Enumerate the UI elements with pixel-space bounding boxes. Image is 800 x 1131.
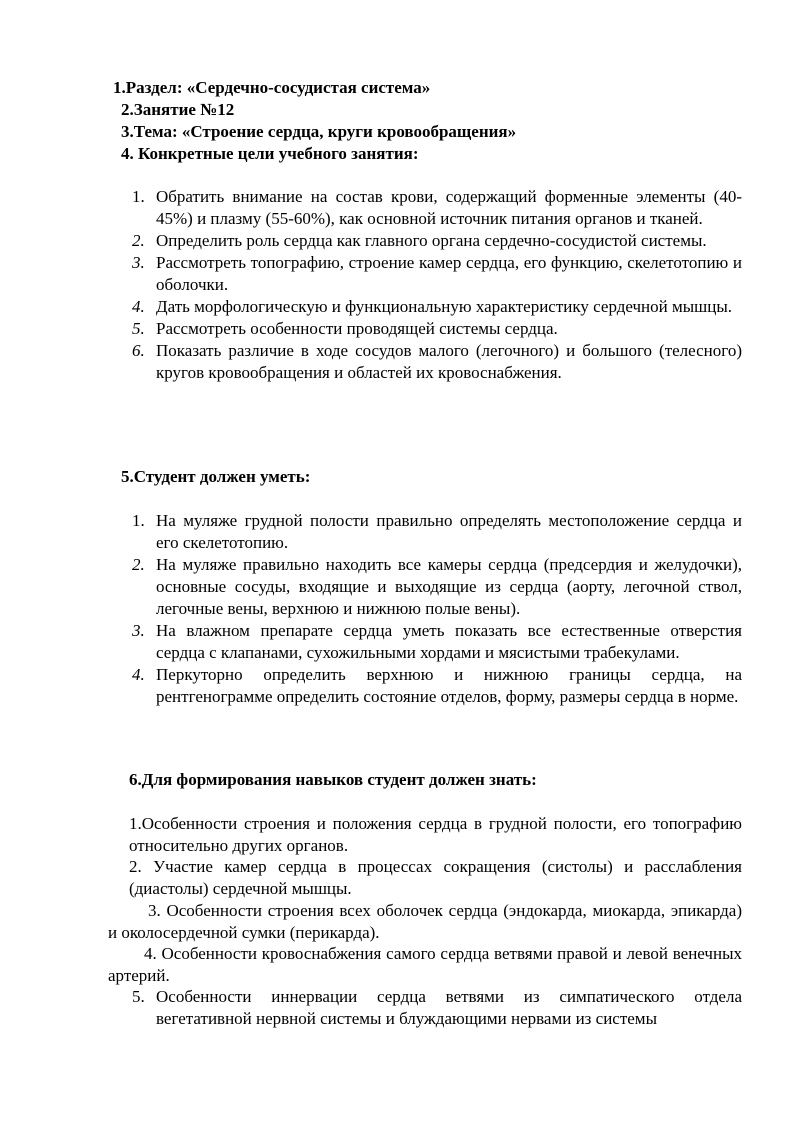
list-item <box>128 252 742 296</box>
goals-list <box>128 186 742 384</box>
knowledge-item-1: 1.Особенности строения и положения сердца в грудной полости, его топографию относительно других органов. <box>129 814 742 855</box>
list-item-number: 6. <box>132 341 145 360</box>
list-item-text: На влажном препарате сердца уметь показать все естественные отверстия сердца с клапанами, сухожильными хордами и мясистыми трабекулами. <box>156 621 742 662</box>
list-item-text: Обратить внимание на состав крови, содержащий форменные элементы (40-45%) и плазму (55-60%), как основной источник питания органов и тканей. <box>156 187 742 228</box>
list-item-number: 1. <box>132 511 145 530</box>
list-item-number: 5. <box>132 987 145 1006</box>
topic-heading: 3.Тема: «Строение сердца, круги кровообращения» <box>121 122 517 141</box>
knowledge-list <box>128 986 742 1030</box>
knowledge-heading: 6.Для формирования навыков студент должен знать: <box>129 770 537 789</box>
list-item-number: 3. <box>132 253 145 272</box>
list-item <box>128 340 742 384</box>
list-item <box>128 230 742 252</box>
list-item-number: 2. <box>132 555 145 574</box>
list-item <box>128 186 742 230</box>
list-item-text: На муляже грудной полости правильно определять местоположение сердца и его скелетотопию. <box>156 511 742 552</box>
list-item-text: Дать морфологическую и функциональную характеристику сердечной мышцы. <box>156 297 733 316</box>
list-item-text: Рассмотреть особенности проводящей системы сердца. <box>156 319 558 338</box>
list-item-number: 4. <box>132 665 145 684</box>
list-item-number: 3. <box>132 621 145 640</box>
list-item-text: На муляже правильно находить все камеры сердца (предсердия и желудочки), основные сосуды, входящие и выходящие из сердца (аорту, легочной ствол, легочные вены, верхнюю и нижнюю полые вены). <box>156 555 742 618</box>
list-item-number: 2. <box>132 231 145 250</box>
skills-heading: 5.Студент должен уметь: <box>121 467 311 486</box>
knowledge-item-2: 2. Участие камер сердца в процессах сокращения (систолы) и расслабления (диастолы) сердечной мышцы. <box>129 857 742 898</box>
list-item <box>128 554 742 620</box>
list-item-number: 1. <box>132 187 145 206</box>
list-item-text: Перкуторно определить верхнюю и нижнюю границы сердца, на рентгенограмме определить состояние отделов, форму, размеры сердца в норме. <box>156 665 742 706</box>
list-item-text: Особенности иннервации сердца ветвями из симпатического отдела вегетативной нервной системы и блуждающими нервами из системы <box>156 987 742 1028</box>
list-item <box>128 318 742 340</box>
lesson-heading: 2.Занятие №12 <box>121 100 235 119</box>
list-item-text: Показать различие в ходе сосудов малого (легочного) и большого (телесного) кругов кровообращения и областей их кровоснабжения. <box>156 341 742 382</box>
skills-list <box>128 510 742 708</box>
goals-heading: 4. Конкретные цели учебного занятия: <box>121 144 419 163</box>
list-item <box>128 986 742 1030</box>
list-item <box>128 620 742 664</box>
list-item <box>128 296 742 318</box>
list-item <box>128 510 742 554</box>
section-heading: 1.Раздел: «Сердечно-сосудистая система» <box>113 78 431 97</box>
knowledge-item-4: 4. Особенности кровоснабжения самого сердца ветвями правой и левой венечных артерий. <box>108 944 742 985</box>
list-item-text: Рассмотреть топографию, строение камер сердца, его функцию, скелетотопию и оболочки. <box>156 253 742 294</box>
list-item-text: Определить роль сердца как главного органа сердечно-сосудистой системы. <box>156 231 707 250</box>
knowledge-item-3: 3. Особенности строения всех оболочек сердца (эндокарда, миокарда, эпикарда) и околосердечной сумки (перикарда). <box>108 901 742 942</box>
list-item <box>128 664 742 708</box>
list-item-number: 5. <box>132 319 145 338</box>
list-item-number: 4. <box>132 297 145 316</box>
